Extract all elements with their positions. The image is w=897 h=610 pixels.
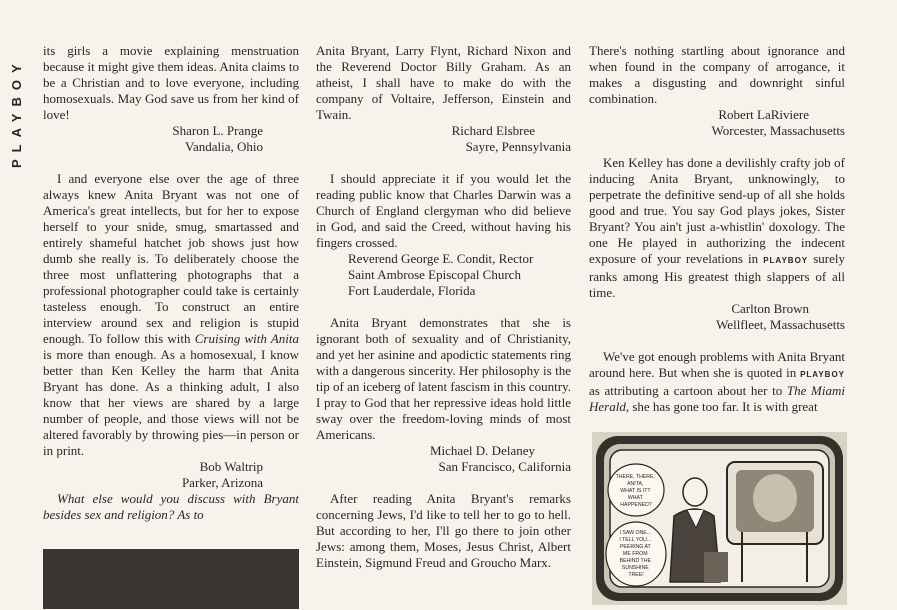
letter-text [43,171,299,459]
letter-signature-name: Carlton Brown [731,301,809,316]
magazine-side-tab: PLAYBOY [9,57,24,169]
letter-text: After reading Anita Bryant's remarks concerning Jews, I'd like to tell her to go to hell. But according to her, I'll go there to join other Jews: among them, Moses, Jesus Christ, Albert Einstein, Sigmund Freud and Groucho Marx. [316,491,571,570]
letter-text-part: I and everyone else over the age of three always knew Anita Bryant was not one of America's great intellects, but for her to expose herself to your snide, smug, smartassed and entirely shameful hatchet job shows just how dumb she really is. To deliberately choose the three most unflattering photographs that a professional photographer could take is certainly tasteless enough. To construct an entire interview around sex and religion is stupid enough. To follow this with [43,171,299,346]
letter-text-part: is more than enough. As a homosexual, I know better than Ken Kelley the harm that Anita Bryant has done. As a thinking adult, I also know that her views are shared by a large number of people, and those views will not be altered favorably by throwing pies—in person or in print. [43,347,299,458]
letter-text-part: We've got enough problems with Anita Bryant around here. But when she is quoted in [589,349,845,380]
letter-text-part: as attributing a cartoon about her to [589,383,787,398]
letter-text-part: , she has gone too far. It is with great [625,399,818,414]
letter-signature-name: Bob Waltrip [199,459,263,474]
letter-signature-place: Parker, Arizona [181,475,263,490]
magazine-name: PLAYBOY [800,370,845,379]
letters-column-2 [316,43,571,571]
letter-signature-place: Fort Lauderdale, Florida [348,283,476,298]
letter-signature-name: Richard Elsbree [451,123,535,138]
letter-text: There's nothing startling about ignorance and when found in the company of arrogance, it makes a disgusting and downright sinful combination. [589,43,845,106]
cartoon-speech-bubble-2: I SAW ONE... I TELL YOU... PEERING AT ME FROM BEHIND THE SUNSHINE TREE! [619,530,652,578]
letter-signature-place: Wellfleet, Massachusetts [716,317,845,332]
newspaper-name: The Miami Herald [589,383,845,414]
letter-signature-place: Sayre, Pennsylvania [465,139,571,154]
letter-text: I should appreciate it if you would let the reading public know that Charles Darwin was a Church of England clergyman who did believe in God, and said the Creed, without having his fingers crossed. [316,171,571,250]
letters-column-1 [43,43,299,523]
letter-text: Anita Bryant demonstrates that she is ignorant both of sexuality and of Christianity, and yet her asinine and apodictic statements ring with a dangerous sincerity. Her philosophy is the tip of an iceberg of latent fascism in this country. I pray to God that her repressive ideas hold little sway over the freedom-loving minds of most Americans. [316,315,571,442]
editor-reply [43,491,299,523]
letter-text: Anita Bryant, Larry Flynt, Richard Nixon and the Reverend Doctor Billy Graham. As an atheist, I shall have to make do with the company of Voltaire, Jefferson, Einstein and Twain. [316,43,571,122]
letter-signature-place: San Francisco, California [438,459,571,474]
editor-reply-text: What else would you discuss with Bryant besides sex and religion? As to [43,491,299,522]
letter-signature-name: Robert LaRiviere [718,107,809,122]
letter-text: its girls a movie explaining menstruation because it might give them ideas. Anita claims to be a Christian and to love everyone, including homosexuals. May God save us from her kind of love! [43,43,299,122]
cartoon-illustration [592,432,847,605]
letter-text-part: Ken Kelley has done a devilishly crafty job of inducing Anita Bryant, unknowingly, to perpetrate the definitive send-up of all she holds good and true. You say God plays jokes, Sister Bryant? You ain't just a-whistlin' doxology. The one He played in authorizing the indecent exposure of your revelations in [589,155,845,266]
magazine-name: PLAYBOY [763,256,809,265]
letter-text-part: surely ranks among His greatest thigh slappers of all time. [589,251,846,300]
letter-signature-name: Reverend George E. Condit, Rector [348,251,534,266]
letter-text [589,155,845,301]
letter-signature-place: Vandalia, Ohio [185,139,263,154]
cartoon-speech-bubble-1: THERE, THERE, ANITA, WHAT IS IT? WHAT HAPPENED? [615,474,655,508]
photo-image [43,549,299,609]
article-title: Cruising with Anita [194,331,299,346]
letter-signature-place: Worcester, Massachusetts [711,123,845,138]
letter-signature-name: Michael D. Delaney [429,443,535,458]
letters-column-3 [589,43,845,415]
letter-signature-org: Saint Ambrose Episcopal Church [348,267,521,282]
letter-text [589,349,845,415]
letter-signature-name: Sharon L. Prange [172,123,263,138]
